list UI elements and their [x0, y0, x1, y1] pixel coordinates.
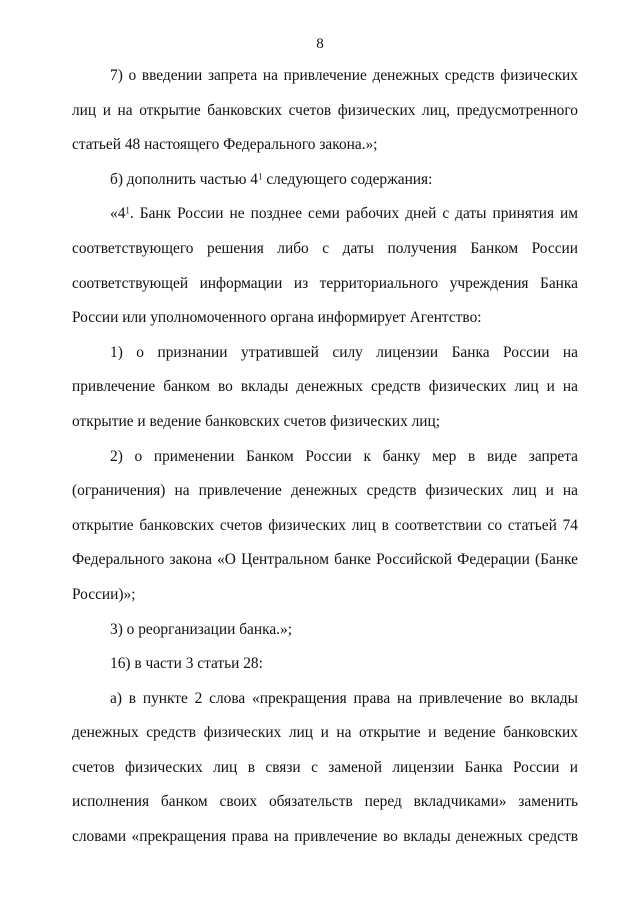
text-line: 7) о введении запрета на привлечение денежных средств физических — [110, 67, 578, 84]
text-line: исполнения банком своих обязательств перед вкладчиками» заменить — [72, 793, 578, 811]
text-line: Федерального закона «О Центральном банке Российской Федерации (Банке — [72, 551, 578, 569]
text-line: открытие банковских счетов физических лиц в соответствии со статьей 74 — [72, 516, 578, 534]
superscript: 1 — [258, 171, 263, 182]
text-line: соответствующего решения либо с даты получения Банком России — [72, 239, 578, 257]
superscript: 1 — [125, 205, 130, 216]
text-line: лиц и на открытие банковских счетов физических лиц, предусмотренного — [72, 101, 578, 119]
paragraph-part-4-1 — [72, 197, 578, 335]
text-line: 1) о признании утратившей силу лицензии Банка России на — [110, 343, 578, 361]
text-line — [72, 197, 578, 232]
paragraph-item-1 — [72, 336, 578, 440]
paragraph-item-16 — [72, 647, 578, 682]
paragraph-b — [72, 163, 578, 198]
text-line: денежных средств физических лиц и на открытие и ведение банковских — [72, 724, 578, 742]
text-line: статьей 48 настоящего Федерального закона.»; — [72, 136, 378, 154]
text-segment: б) дополнить частью 4 — [110, 170, 258, 188]
text-line: словами «прекращения права на привлечение во вклады денежных средств — [72, 828, 578, 846]
text-line: счетов физических лиц в связи с заменой лицензии Банка России и — [72, 758, 578, 776]
text-line: (ограничения) на привлечение денежных средств физических лиц и на — [72, 482, 578, 500]
page-number: 8 — [316, 36, 324, 52]
text-line: соответствующей информации из территориального учреждения Банка — [72, 274, 578, 292]
paragraph-item-2 — [72, 440, 578, 613]
text-line: привлечение банком во вклады денежных средств физических лиц и на — [72, 378, 578, 396]
document-body — [72, 59, 578, 855]
text-segment: «4 — [110, 205, 126, 223]
paragraph-item-7 — [72, 59, 578, 163]
text-line: России)»; — [72, 585, 136, 603]
text-line: а) в пункте 2 слова «прекращения права на привлечение во вклады — [110, 689, 578, 707]
text-line — [72, 163, 578, 198]
text-line: 2) о применении Банком России к банку мер в виде запрета — [110, 447, 578, 465]
text-line: 3) о реорганизации банка.»; — [110, 620, 293, 638]
text-line: России или уполномоченного органа информирует Агентство: — [72, 309, 482, 327]
paragraph-item-3 — [72, 613, 578, 648]
text-segment: следующего содержания: — [262, 170, 433, 188]
text-line: 16) в части 3 статьи 28: — [110, 655, 263, 673]
text-line: открытие и ведение банковских счетов физических лиц; — [72, 412, 441, 430]
text-segment: . Банк России не позднее семи рабочих дней с даты принятия им — [129, 205, 578, 223]
paragraph-a — [72, 682, 578, 855]
